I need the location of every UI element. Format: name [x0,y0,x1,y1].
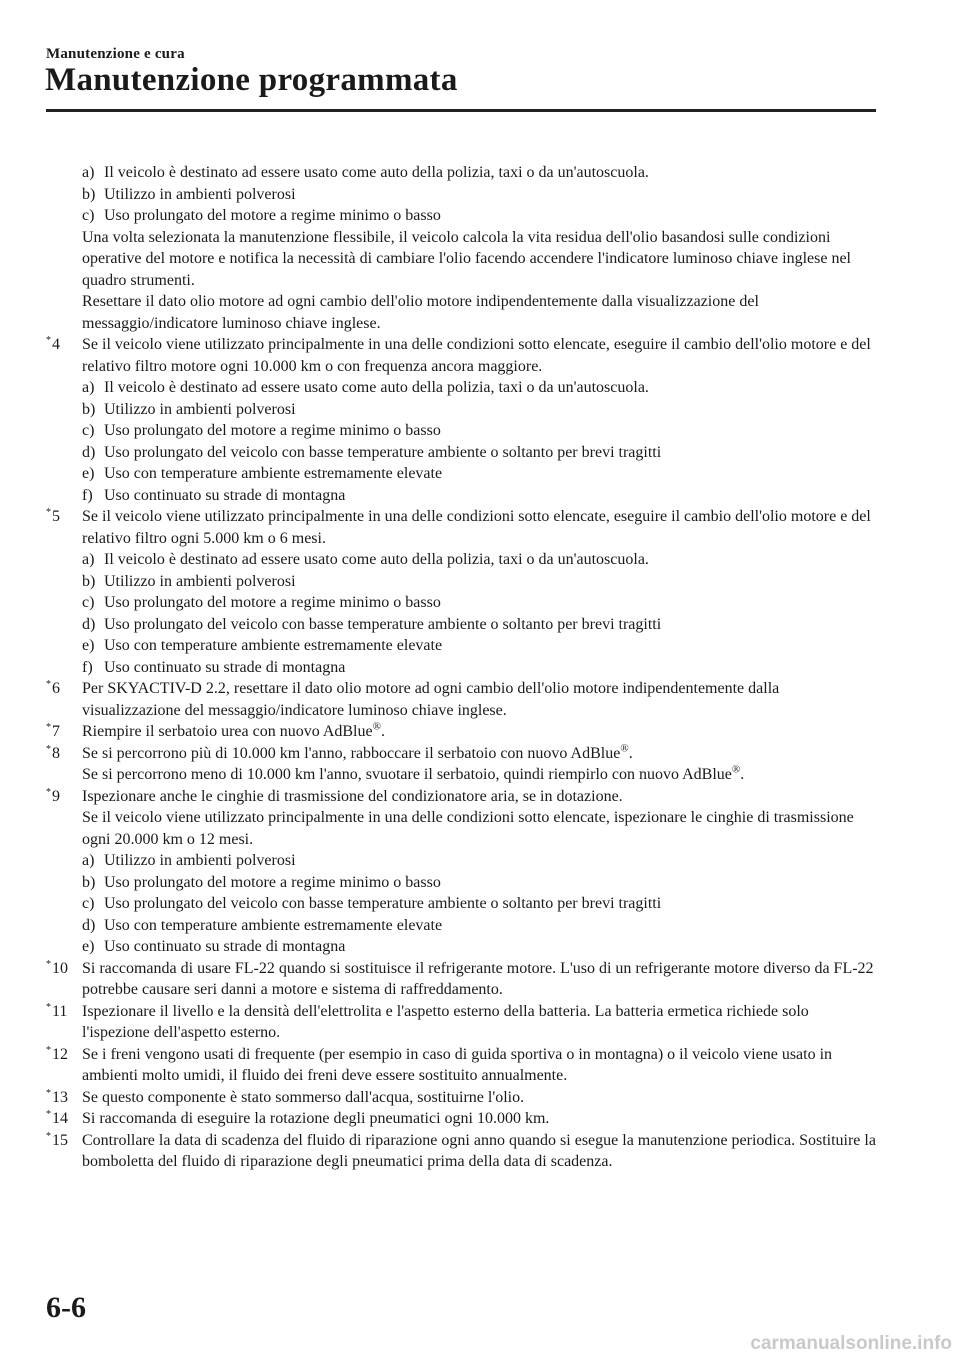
list-item [82,635,876,657]
asterisk-icon: * [46,722,51,733]
footnote-5 [46,506,876,678]
registered-mark: ® [620,742,629,755]
list-letter: a) [82,164,95,181]
footnote-paragraph: Ispezionare anche le cinghie di trasmissione del condizionatore aria, se in dotazione. [82,787,623,805]
footnote-paragraph: Ispezionare il livello e la densità dell'elettrolita e l'aspetto esterno della batteria. La batteria ermetica richiede solo l'ispezione dell'aspetto esterno. [82,1002,809,1041]
footnote-marker [46,506,60,528]
footnote-14 [46,1108,876,1130]
intro-block [46,162,876,334]
page-title: Manutenzione programmata [45,62,458,98]
footnote-number: 11 [52,1002,68,1020]
footnote-8 [46,743,876,786]
footnote-6 [46,678,876,721]
footnote-marker [46,786,60,808]
intro-list [82,162,876,227]
footnote-13 [46,1087,876,1109]
intro-paragraph: Una volta selezionata la manutenzione flessibile, il veicolo calcola la vita residua dell'olio basandosi sulle condizioni operative del motore e notifica la necessità di cambiare l'olio facendo accendere l'indicatore luminoso chiave inglese nel quadro strumenti. [82,228,851,289]
list-item [82,872,876,894]
list-text: Uso prolungato del motore a regime minimo o basso [104,207,441,224]
footnote-paragraph: Se il veicolo viene utilizzato principalmente in una delle condizioni sotto elencate, eseguire il cambio dell'olio motore e del relativo filtro motore ogni 10.000 km o con frequenza ancora maggiore. [82,336,871,375]
list-text: Utilizzo in ambienti polverosi [104,572,296,590]
footnote-number: 4 [52,336,60,353]
footnote-paragraph: Se si percorrono più di 10.000 km l'anno, rabboccare il serbatoio con nuovo AdBlue®. [82,742,633,762]
footnote-number: 13 [52,1088,68,1106]
list-item [82,592,876,614]
footnote-paragraph: Si raccomanda di eseguire la rotazione degli pneumatici ogni 10.000 km. [82,1110,550,1127]
footnote-number: 7 [52,723,60,740]
footnote-12 [46,1044,876,1087]
list-letter: d) [82,443,96,461]
list-item [82,399,876,421]
list-item [82,571,876,593]
footnote-marker [46,1044,68,1066]
list-text: Il veicolo è destinato ad essere usato come auto della polizia, taxi o da un'autoscuola. [104,164,649,181]
list-text: Uso prolungato del veicolo con basse temperature ambiente o soltanto per brevi tragitti [104,615,662,633]
footnote-number: 14 [52,1110,68,1127]
list-text: Uso con temperature ambiente estremamente elevate [104,637,443,654]
list-text: Utilizzo in ambienti polverosi [104,852,296,869]
footnote-marker [46,721,60,743]
footnote-7 [46,721,876,743]
list-item [82,463,876,485]
list-letter: e) [82,938,95,955]
list-text: Uso continuato su strade di montagna [104,486,346,504]
footnote-paragraph: Se si percorrono meno di 10.000 km l'anno, svuotare il serbatoio, quindi riempirlo con nuovo AdBlue®. [82,763,745,783]
asterisk-icon: * [46,786,51,798]
footnotes-content [46,162,876,1173]
list-text: Uso prolungato del motore a regime minimo o basso [104,873,441,891]
list-letter: a) [82,852,95,869]
footnote-marker [46,958,68,980]
list-text: Uso continuato su strade di montagna [104,938,346,955]
asterisk-icon: * [46,1044,51,1056]
footnote-marker [46,1130,68,1152]
footnote-4 [46,334,876,506]
list-letter: f) [82,658,93,676]
list-letter: e) [82,637,95,654]
footnote-11 [46,1001,876,1044]
list-letter: a) [82,551,95,568]
footnote-paragraph: Se i freni vengono usati di frequente (per esempio in caso di guida sportiva o in montagna) o il veicolo viene usato in ambienti molto umidi, il fluido dei freni deve essere sostituito annualmente. [82,1045,833,1084]
asterisk-icon: * [46,743,51,755]
intro-paragraph: Resettare il dato olio motore ad ogni cambio dell'olio motore indipendentemente dalla visualizzazione del messaggio/indicatore luminoso chiave inglese. [82,293,759,332]
list-item [82,485,876,507]
footnote-marker [46,334,60,356]
footnote-number: 6 [52,680,60,697]
asterisk-icon: * [46,679,51,690]
list-letter: c) [82,594,95,611]
list-item [82,184,876,206]
asterisk-icon: * [46,1001,51,1013]
asterisk-icon: * [46,1109,51,1120]
list-letter: d) [82,615,96,633]
list-letter: c) [82,895,95,912]
footnote-number: 10 [52,959,68,977]
list-item [82,162,876,184]
list-letter: b) [82,572,96,590]
list-text: Utilizzo in ambienti polverosi [104,185,296,203]
list-item [82,205,876,227]
list-text: Uso prolungato del motore a regime minimo o basso [104,422,441,439]
list-letter: e) [82,465,95,482]
footnote-paragraph: Controllare la data di scadenza del fluido di riparazione ogni anno quando si esegue la manutenzione periodica. Sostituire la bomboletta del fluido di riparazione degli pneumatici prima della data di scadenza. [82,1131,876,1170]
list-item [82,614,876,636]
list-letter: b) [82,185,96,203]
asterisk-icon: * [46,958,51,970]
footnote-marker [46,1001,67,1023]
footnote-9 [46,786,876,958]
footnote-number: 15 [52,1131,68,1149]
footnote-marker [46,1108,68,1130]
title-rule [46,109,876,112]
list-text: Uso prolungato del motore a regime minimo o basso [104,594,441,611]
asterisk-icon: * [46,1130,51,1142]
list-letter: c) [82,422,95,439]
page-number: 6-6 [46,1291,86,1324]
watermark: carmanualsonline.info [750,1333,952,1354]
section-label: Manutenzione e cura [46,46,185,62]
footnote-number: 5 [52,508,60,525]
footnote-paragraph: Se il veicolo viene utilizzato principalmente in una delle condizioni sotto elencate, ispezionare le cinghie di trasmissione ogni 20.000 km o 12 mesi. [82,809,854,848]
footnote-paragraph: Se questo componente è stato sommerso dall'acqua, sostituirne l'olio. [82,1088,525,1106]
list-text: Il veicolo è destinato ad essere usato come auto della polizia, taxi o da un'autoscuola. [104,379,649,396]
list-item [82,850,876,872]
list-item [82,936,876,958]
list-item [82,377,876,399]
list-letter: c) [82,207,95,224]
list-item [82,420,876,442]
registered-mark: ® [731,763,741,776]
footnote-number: 9 [52,787,60,805]
list-letter: d) [82,916,96,934]
list-item [82,549,876,571]
list-letter: b) [82,873,96,891]
list-text: Uso prolungato del veicolo con basse temperature ambiente o soltanto per brevi tragitti [104,895,662,912]
list-item [82,893,876,915]
footnote-paragraph: Per SKYACTIV-D 2.2, resettare il dato olio motore ad ogni cambio dell'olio motore indipendentemente dalla visualizzazione del messaggio/indicatore luminoso chiave inglese. [82,680,780,719]
list-text: Uso con temperature ambiente estremamente elevate [104,465,443,482]
list-item [82,442,876,464]
list-letter: b) [82,400,96,418]
footnote-10 [46,958,876,1001]
list-text: Utilizzo in ambienti polverosi [104,400,296,418]
asterisk-icon: * [46,335,51,346]
list-text: Il veicolo è destinato ad essere usato come auto della polizia, taxi o da un'autoscuola. [104,551,649,568]
footnote-marker [46,1087,68,1109]
registered-mark: ® [372,720,381,733]
footnote-number: 12 [52,1045,68,1063]
footnote-marker [46,743,60,765]
asterisk-icon: * [46,1087,51,1099]
list-letter: a) [82,379,95,396]
list-text: Uso continuato su strade di montagna [104,658,346,676]
list-text: Uso con temperature ambiente estremamente elevate [104,916,443,934]
footnote-15 [46,1130,876,1173]
asterisk-icon: * [46,507,51,518]
footnote-paragraph: Se il veicolo viene utilizzato principalmente in una delle condizioni sotto elencate, eseguire il cambio dell'olio motore e del relativo filtro ogni 5.000 km o 6 mesi. [82,508,871,547]
footnote-marker [46,678,60,700]
list-item [82,915,876,937]
footnote-number: 8 [52,744,60,762]
footnote-paragraph: Riempire il serbatoio urea con nuovo AdBlue®. [82,720,385,740]
list-text: Uso prolungato del veicolo con basse temperature ambiente o soltanto per brevi tragitti [104,443,662,461]
footnote-list [46,334,876,1173]
footnote-paragraph: Si raccomanda di usare FL-22 quando si sostituisce il refrigerante motore. L'uso di un refrigerante motore diverso da FL-22 potrebbe causare seri danni a motore e sistema di raffreddamento. [82,959,874,998]
list-letter: f) [82,486,93,504]
list-item [82,657,876,679]
